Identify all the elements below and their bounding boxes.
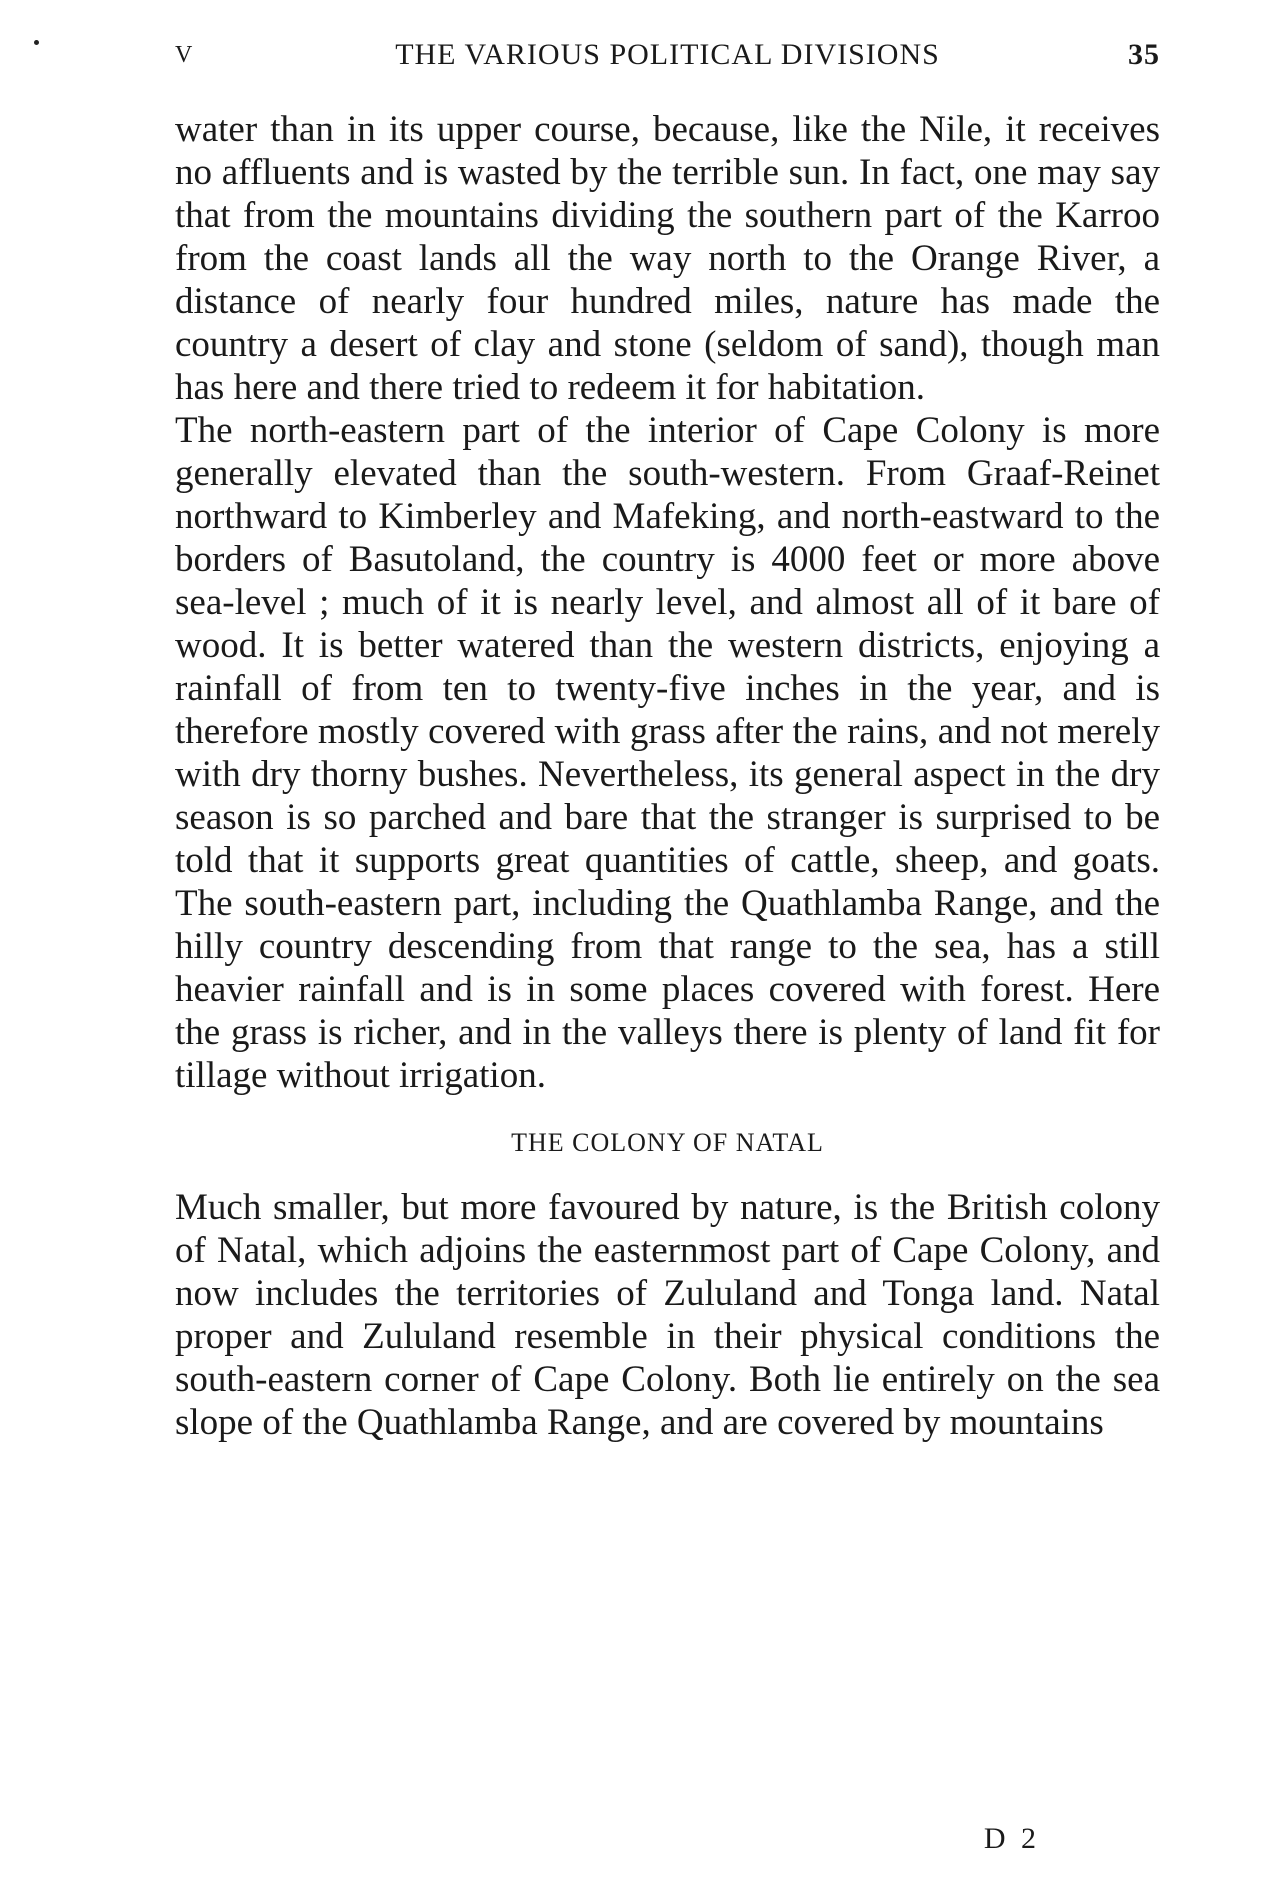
paragraph-natal: Much smaller, but more favoured by nature, is the British colony of Natal, which adjoins the easternmost part of Cape Colony, and now includes the territories of Zululand and Tonga land. Natal proper and Zululand resemble in their physical conditions the south-eastern corner of Cape Colony. Both lie entirely on the sea slope of the Quathlamba Range, and are covered by mountains (175, 1187, 1160, 1443)
paragraph-north-eastern: The north-eastern part of the interior of Cape Colony is more generally elevated than the south-western. From Graaf-Reinet northward to Kimberley and Mafeking, and north-eastward to the borders of Basutoland, the country is 4000 feet or more above sea-level ; much of it is nearly level, and almost all of it bare of wood. It is better watered than the western districts, enjoying a rainfall of from ten to twenty-five inches in the year, and is therefore mostly covered with grass after the rains, and not merely with dry thorny bushes. Nevertheless, its general aspect in the dry season is so parched and bare that the stranger is surprised to be told that it supports great quantities of cattle, sheep, and goats. The south-eastern part, including the Quathlamba Range, and the hilly country descending from that range to the sea, has a still heavier rainfall and is in some places covered with forest. Here the grass is richer, and in the valleys there is plenty of land fit for tillage without irrigation. (175, 410, 1160, 1096)
chapter-number: V (175, 42, 194, 68)
book-page (175, 0, 1160, 1890)
paragraph-continued: water than in its upper course, because, like the Nile, it receives no affluents and is wasted by the terrible sun. In fact, one may say that from the mountains dividing the southern part of the Karroo from the coast lands all the way north to the Orange River, a distance of nearly four hundred miles, nature has made the country a desert of clay and stone (seldom of sand), though man has here and there tried to redeem it for habitation. (175, 109, 1160, 408)
section-heading: THE COLONY OF NATAL (511, 1128, 824, 1157)
running-title: THE VARIOUS POLITICAL DIVISIONS (395, 38, 940, 71)
running-head (175, 38, 1160, 78)
signature-mark: D 2 (983, 1822, 1040, 1855)
page-number: 35 (1128, 38, 1160, 71)
body-text (175, 108, 1160, 1444)
page-speck (34, 40, 39, 45)
